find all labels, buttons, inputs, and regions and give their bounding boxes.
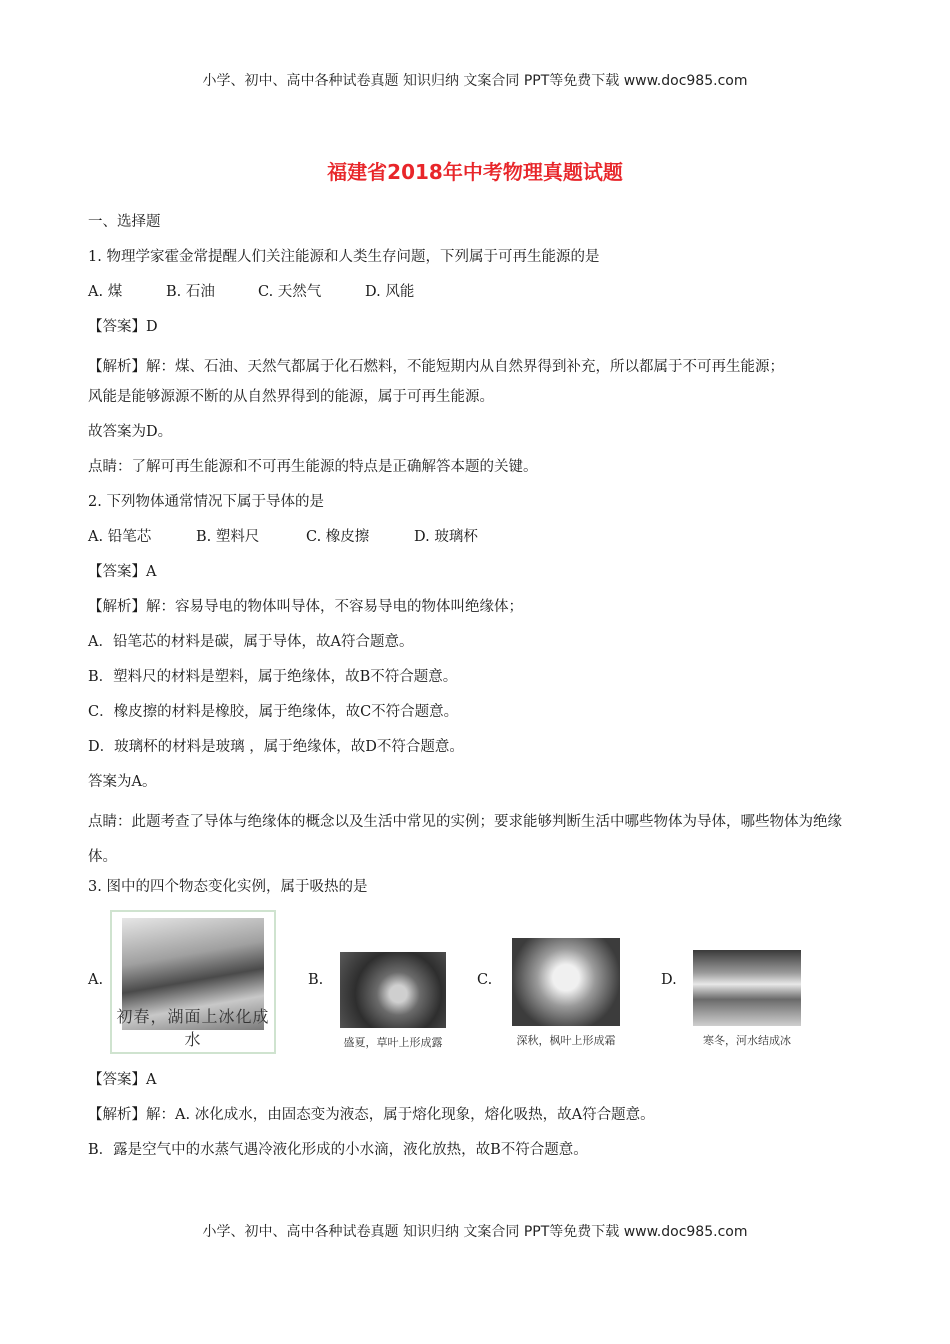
q2-option-a: A. 铅笔芯 bbox=[88, 529, 152, 545]
q3-label-c: C. bbox=[477, 972, 493, 988]
q2-analysis-d: D．玻璃杯的材料是玻璃 ，属于绝缘体，故D不符合题意。 bbox=[88, 739, 464, 755]
q2-analysis-b: B．塑料尺的材料是塑料，属于绝缘体，故B不符合题意。 bbox=[88, 669, 458, 685]
q2-option-b: B. 塑料尺 bbox=[196, 529, 260, 545]
q1-options bbox=[88, 280, 868, 315]
q2-analysis: 【解析】解：容易导电的物体叫导体，不容易导电的物体叫绝缘体； bbox=[88, 599, 523, 615]
q1-stem: 1. 物理学家霍金常提醒人们关注能源和人类生存问题，下列属于可再生能源的是 bbox=[88, 249, 600, 265]
q1-option-c: C. 天然气 bbox=[258, 284, 322, 300]
q2-analysis-c: C．橡皮擦的材料是橡胶，属于绝缘体，故C不符合题意。 bbox=[88, 704, 459, 720]
q3-photo-d bbox=[691, 950, 803, 1048]
q3-caption-d: 寒冬，河水结成冰 bbox=[703, 1034, 791, 1047]
page-footer: 小学、初中、高中各种试卷真题 知识归纳 文案合同 PPT等免费下载 www.doc985.com bbox=[202, 1224, 748, 1240]
q3-label-d: D. bbox=[661, 972, 677, 988]
q2-stem: 2. 下列物体通常情况下属于导体的是 bbox=[88, 494, 324, 510]
q2-conclusion: 答案为A。 bbox=[88, 774, 157, 790]
q3-photo-a bbox=[110, 910, 276, 1054]
dew-leaf-image bbox=[340, 952, 446, 1028]
q1-analysis: 【解析】解：煤、石油、天然气都属于化石燃料，不能短期内从自然界得到补充，所以都属于不可再生能源； bbox=[88, 359, 784, 375]
q1-note: 点睛：了解可再生能源和不可再生能源的特点是正确解答本题的关键。 bbox=[88, 459, 538, 475]
document-body bbox=[88, 210, 868, 1173]
q3-figure-row bbox=[88, 910, 868, 1060]
q3-label-b: B. bbox=[308, 972, 324, 988]
q2-option-c: C. 橡皮擦 bbox=[306, 529, 370, 545]
frozen-river-image bbox=[693, 950, 801, 1026]
q2-note: 点睛：此题考查了导体与绝缘体的概念以及生活中常见的实例；要求能够判断生活中哪些物体为导体，哪些物体为绝缘体。 bbox=[88, 814, 842, 865]
q3-stem: 3. 图中的四个物态变化实例，属于吸热的是 bbox=[88, 879, 368, 895]
page-title: 福建省2018年中考物理真题试题 bbox=[327, 160, 623, 184]
q3-caption-b: 盛夏，草叶上形成露 bbox=[343, 1036, 443, 1049]
q3-photo-c bbox=[506, 938, 626, 1048]
q2-options bbox=[88, 525, 868, 560]
q2-option-d: D. 玻璃杯 bbox=[414, 529, 478, 545]
q1-option-d: D. 风能 bbox=[365, 284, 415, 300]
q3-label-a: A. bbox=[88, 972, 104, 988]
q1-analysis-line3: 故答案为D。 bbox=[88, 424, 173, 440]
q1-analysis-line2: 风能是能够源源不断的从自然界得到的能源，属于可再生能源。 bbox=[88, 389, 494, 405]
q1-option-b: B. 石油 bbox=[166, 284, 215, 300]
page-header: 小学、初中、高中各种试卷真题 知识归纳 文案合同 PPT等免费下载 www.doc985.com bbox=[202, 73, 748, 89]
q3-caption-a: 初春，湖面上冰化成水 bbox=[116, 1007, 270, 1049]
q1-answer: 【答案】D bbox=[88, 319, 158, 335]
section-heading: 一、选择题 bbox=[88, 214, 161, 230]
q2-analysis-a: A．铅笔芯的材料是碳，属于导体，故A符合题意。 bbox=[88, 634, 414, 650]
q2-answer: 【答案】A bbox=[88, 564, 157, 580]
q3-analysis-b: B．露是空气中的水蒸气遇冷液化形成的小水滴，液化放热，故B不符合题意。 bbox=[88, 1142, 588, 1158]
q3-caption-c: 深秋，枫叶上形成霜 bbox=[516, 1034, 616, 1047]
q1-option-a: A. 煤 bbox=[88, 284, 123, 300]
q3-analysis: 【解析】解：A. 冰化成水，由固态变为液态，属于熔化现象，熔化吸热，故A符合题意。 bbox=[88, 1107, 655, 1123]
q3-answer: 【答案】A bbox=[88, 1072, 157, 1088]
q3-photo-b bbox=[338, 952, 448, 1050]
frost-leaf-image bbox=[512, 938, 620, 1026]
